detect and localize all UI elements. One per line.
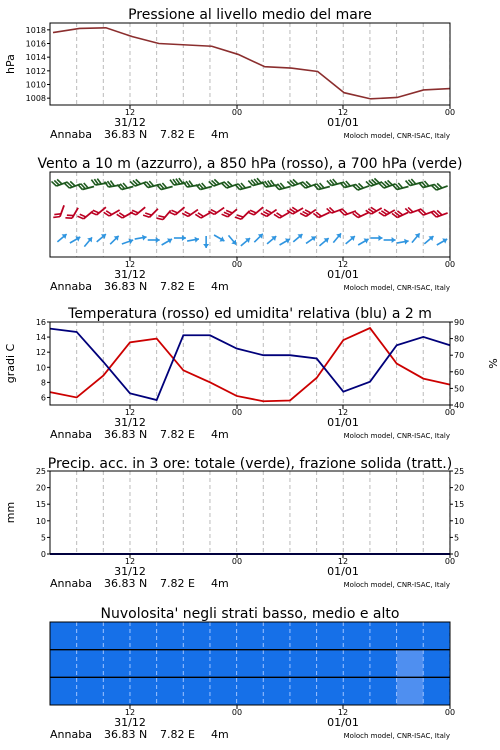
y2-tick-label: 80: [454, 334, 465, 344]
wind-arrow-head: [182, 235, 186, 241]
wind-barb: [130, 203, 145, 217]
cloud-cell: [157, 650, 184, 678]
wind-barb: [265, 234, 278, 246]
cloud-cell: [130, 650, 157, 678]
y-tick-label: 25: [35, 467, 46, 476]
wind-barb: [406, 177, 422, 187]
y2-tick-label: 5: [454, 533, 460, 543]
wind-barb: [182, 205, 198, 219]
y-tick-label: 12: [35, 348, 46, 358]
x-tick-label: 12: [124, 260, 136, 269]
wind-barb: [65, 178, 81, 189]
wind-barb-shaft: [214, 208, 224, 215]
cloud-cell: [370, 677, 397, 705]
wind-arrow-head: [285, 236, 291, 243]
x-tick-label: 12: [337, 708, 349, 717]
cloud-cell: [183, 650, 210, 678]
wind-barb: [410, 231, 422, 244]
date-label: 01/01: [327, 268, 359, 281]
cloud-cell: [77, 650, 104, 678]
wind-barb: [422, 234, 435, 246]
wind-arrow-head: [156, 237, 160, 243]
cloud-cell: [343, 622, 370, 650]
wind-arrow-head: [442, 236, 448, 243]
cloud-cell: [397, 650, 424, 678]
y-tick-label: 0: [40, 550, 46, 559]
wind-barb: [431, 207, 447, 218]
location-alt: 4m: [211, 428, 229, 441]
cloud-cell: [210, 677, 237, 705]
y2-tick-label: 0: [454, 550, 460, 559]
wind-barb: [431, 180, 447, 191]
wind-barb-shaft: [136, 207, 145, 215]
wind-barb: [68, 234, 81, 245]
cloud-cell: [370, 650, 397, 678]
location-name: Annaba: [50, 728, 92, 741]
model-credit: Moloch model, CNR-ISAC, Italy: [343, 581, 450, 589]
wind-barb: [160, 236, 173, 247]
location-alt: 4m: [211, 728, 229, 741]
y-tick-label: 20: [35, 483, 46, 493]
x-tick-label: 12: [124, 557, 136, 566]
plot-frame: [50, 471, 450, 554]
wind-barb: [379, 178, 395, 189]
wind-arrow-head: [219, 236, 225, 243]
x-tick-label: 00: [231, 260, 243, 269]
cloud-cell: [210, 650, 237, 678]
y-axis-label: gradi C: [4, 343, 17, 384]
wind-barb: [104, 205, 120, 218]
y-tick-label: 1016: [25, 39, 46, 49]
cloud-cell: [103, 677, 130, 705]
wind-barb: [222, 178, 238, 189]
date-label: 31/12: [114, 416, 146, 429]
wind-barb: [78, 181, 94, 191]
wind-barb: [156, 207, 170, 222]
cloud-cell: [290, 622, 317, 650]
location-name: Annaba: [50, 128, 92, 141]
x-tick-label: 12: [124, 408, 136, 417]
chart-title: Temperatura (rosso) ed umidita' relativa (blu) a 2 m: [68, 306, 432, 322]
cloud-cell: [423, 622, 450, 650]
y2-tick-label: 15: [454, 500, 465, 510]
y-tick-label: 1008: [25, 94, 46, 104]
location-lon: 7.82 E: [160, 280, 195, 293]
x-tick-label: 00: [444, 260, 456, 269]
cloud-cell: [77, 622, 104, 650]
cloud-cell: [263, 650, 290, 678]
date-label: 31/12: [114, 116, 146, 129]
wind-barb: [318, 236, 331, 248]
y2-tick-label: 60: [454, 367, 465, 377]
y-tick-label: 8: [40, 378, 46, 388]
wind-arrow-head: [392, 237, 396, 243]
x-tick-label: 00: [231, 408, 243, 417]
wind-arrow-head: [203, 244, 209, 248]
plot-frame: [50, 322, 450, 405]
date-label: 01/01: [327, 116, 359, 129]
wind-barb: [121, 237, 134, 247]
y-tick-label: 10: [35, 363, 46, 373]
y2-tick-label: 25: [454, 467, 465, 476]
location-name: Annaba: [50, 280, 92, 293]
location-lon: 7.82 E: [160, 577, 195, 590]
wind-barb: [53, 203, 64, 219]
y-tick-label: 6: [40, 393, 46, 403]
cloud-cell: [397, 677, 424, 705]
cloud-cell: [157, 677, 184, 705]
x-tick-label: 00: [231, 108, 243, 117]
model-credit: Moloch model, CNR-ISAC, Italy: [343, 284, 450, 292]
date-label: 01/01: [327, 716, 359, 729]
wind-barb: [239, 236, 252, 248]
x-tick-label: 12: [337, 408, 349, 417]
y-tick-label: 10: [35, 516, 46, 526]
plot-frame: [50, 23, 450, 105]
wind-barb: [304, 234, 317, 246]
wind-barb: [353, 207, 369, 219]
y-tick-label: 14: [35, 333, 46, 343]
wind-barb: [248, 177, 264, 187]
cloud-cell: [290, 677, 317, 705]
wind-barb: [291, 232, 304, 244]
wind-arrow-head: [364, 236, 370, 243]
location-name: Annaba: [50, 428, 92, 441]
chart-title: Nuvolosita' negli strati basso, medio e alto: [100, 606, 400, 622]
cloud-cell: [50, 650, 77, 678]
x-tick-label: 12: [337, 260, 349, 269]
cloud-cell: [343, 677, 370, 705]
cloud-cell: [77, 677, 104, 705]
cloud-cell: [397, 622, 424, 650]
wind-barb-shaft: [60, 205, 64, 216]
wind-barb: [51, 176, 67, 187]
cloud-cell: [50, 622, 77, 650]
cloud-cell: [237, 650, 264, 678]
y2-tick-label: 50: [454, 384, 465, 394]
x-tick-label: 00: [444, 108, 456, 117]
wind-barb: [55, 232, 68, 244]
y2-axis-label: %: [486, 358, 499, 369]
y-tick-label: 15: [35, 500, 46, 510]
cloud-cell: [263, 622, 290, 650]
wind-arrow-head: [378, 235, 382, 241]
chart-title: Vento a 10 m (azzurro), a 850 hPa (rosso), a 700 hPa (verde): [37, 156, 463, 172]
date-label: 01/01: [327, 416, 359, 429]
wind-barb: [148, 237, 160, 243]
temperature-line: [50, 328, 450, 401]
x-tick-label: 00: [444, 408, 456, 417]
y-axis-label: mm: [4, 501, 17, 524]
wind-barb: [95, 232, 108, 244]
wind-barb: [370, 235, 382, 241]
cloud-cell: [423, 677, 450, 705]
wind-barb: [418, 205, 434, 216]
wind-barb: [248, 203, 263, 217]
model-credit: Moloch model, CNR-ISAC, Italy: [343, 732, 450, 740]
wind-barb: [357, 236, 370, 247]
pressure-line: [53, 28, 450, 99]
cloud-cell: [370, 622, 397, 650]
wind-barb: [379, 205, 395, 218]
y2-tick-label: 10: [454, 516, 465, 526]
wind-barb: [174, 235, 186, 241]
wind-barb: [331, 231, 343, 244]
x-tick-label: 12: [337, 557, 349, 566]
wind-barb: [82, 235, 94, 248]
wind-barb-shaft: [72, 208, 78, 218]
wind-barb: [134, 234, 147, 242]
date-label: 31/12: [114, 716, 146, 729]
wind-barb: [203, 236, 209, 248]
humidity-line: [50, 329, 450, 400]
wind-barb-flag: [53, 215, 60, 220]
y2-tick-label: 70: [454, 351, 465, 361]
wind-barb: [187, 236, 200, 244]
y-tick-label: 1012: [25, 66, 46, 76]
x-tick-label: 00: [231, 557, 243, 566]
model-credit: Moloch model, CNR-ISAC, Italy: [343, 432, 450, 440]
y-tick-label: 16: [35, 318, 46, 327]
cloud-cell: [130, 677, 157, 705]
cloud-cell: [183, 677, 210, 705]
wind-barb: [274, 207, 290, 220]
location-lat: 36.83 N: [104, 728, 148, 741]
y-axis-label: hPa: [4, 54, 17, 74]
wind-barb: [195, 207, 211, 220]
cloud-cell: [317, 622, 344, 650]
x-tick-label: 00: [231, 708, 243, 717]
cloud-cell: [50, 677, 77, 705]
wind-barb: [130, 176, 146, 187]
y-tick-label: 5: [40, 533, 46, 543]
location-lat: 36.83 N: [104, 280, 148, 293]
y2-tick-label: 20: [454, 483, 465, 493]
y-tick-label: 1010: [25, 80, 46, 90]
wind-barb: [300, 178, 316, 189]
x-tick-label: 12: [124, 708, 136, 717]
x-tick-label: 12: [337, 108, 349, 117]
cloud-cell: [157, 622, 184, 650]
cloud-cell: [263, 677, 290, 705]
date-label: 31/12: [114, 565, 146, 578]
location-lat: 36.83 N: [104, 128, 148, 141]
cloud-cell: [103, 650, 130, 678]
chart-title: Precip. acc. in 3 ore: totale (verde), frazione solida (tratt.): [47, 456, 453, 472]
chart-title: Pressione al livello medio del mare: [128, 7, 372, 23]
cloud-cell: [317, 677, 344, 705]
wind-barb: [344, 234, 357, 246]
wind-barb: [396, 238, 409, 246]
wind-barb: [91, 177, 107, 186]
y2-tick-label: 40: [454, 401, 465, 410]
location-lon: 7.82 E: [160, 428, 195, 441]
cloud-cell: [237, 677, 264, 705]
y2-tick-label: 90: [454, 318, 465, 327]
cloud-cell: [290, 650, 317, 678]
cloud-cell: [210, 622, 237, 650]
cloud-cell: [103, 622, 130, 650]
location-lat: 36.83 N: [104, 428, 148, 441]
wind-barb: [327, 177, 343, 187]
date-label: 01/01: [327, 565, 359, 578]
location-lat: 36.83 N: [104, 577, 148, 590]
cloud-cell: [130, 622, 157, 650]
wind-barb: [209, 176, 225, 187]
location-alt: 4m: [211, 577, 229, 590]
wind-barb: [435, 236, 448, 247]
cloud-cell: [237, 622, 264, 650]
x-tick-label: 12: [124, 108, 136, 117]
wind-barb: [213, 232, 226, 243]
date-label: 31/12: [114, 268, 146, 281]
wind-barb: [384, 237, 396, 243]
model-credit: Moloch model, CNR-ISAC, Italy: [343, 132, 450, 140]
cloud-cell: [183, 622, 210, 650]
wind-arrow-head: [167, 236, 173, 243]
cloud-cell: [317, 650, 344, 678]
wind-barb: [108, 234, 121, 247]
cloud-cell: [343, 650, 370, 678]
location-name: Annaba: [50, 577, 92, 590]
location-alt: 4m: [211, 128, 229, 141]
wind-barb: [143, 205, 158, 220]
location-lon: 7.82 E: [160, 128, 195, 141]
wind-barb: [222, 205, 237, 219]
y-tick-label: 1018: [25, 25, 46, 35]
x-tick-label: 00: [444, 557, 456, 566]
y-tick-label: 1014: [25, 53, 46, 63]
location-alt: 4m: [211, 280, 229, 293]
wind-barb: [169, 203, 184, 217]
x-tick-label: 00: [444, 708, 456, 717]
cloud-cell: [423, 650, 450, 678]
wind-barb: [300, 205, 316, 219]
location-lon: 7.82 E: [160, 728, 195, 741]
wind-barb: [77, 207, 92, 221]
